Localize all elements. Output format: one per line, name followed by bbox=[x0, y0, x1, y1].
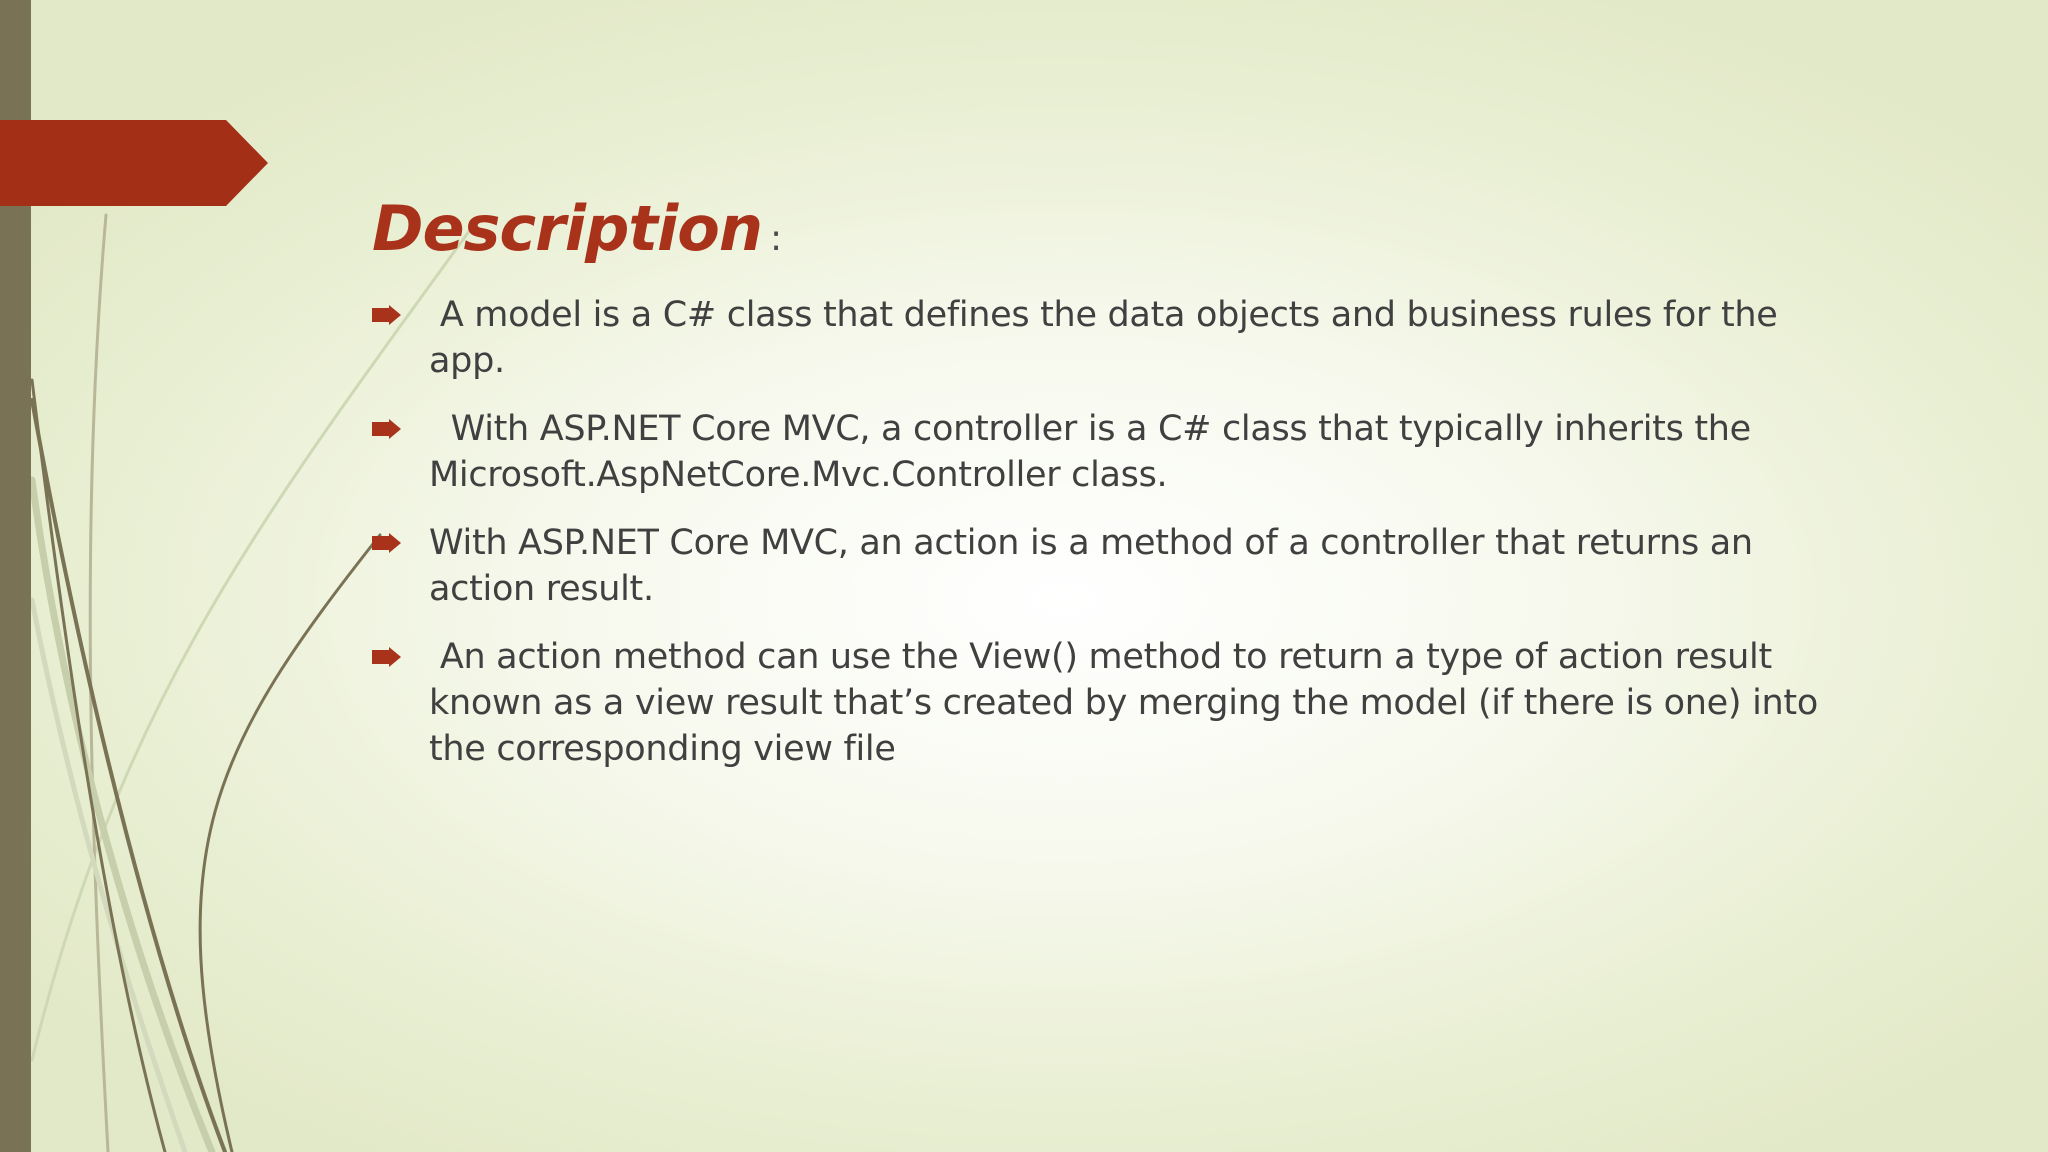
arrow-right-icon bbox=[372, 419, 401, 439]
title-colon: : bbox=[770, 218, 783, 259]
bullet-item bbox=[372, 292, 1852, 384]
arrow-right-icon bbox=[372, 533, 401, 553]
arrow-right-icon bbox=[372, 305, 401, 325]
bullet-item bbox=[372, 634, 1852, 772]
bullet-text: With ASP.NET Core MVC, an action is a method of a controller that returns an action result. bbox=[429, 523, 1764, 609]
title-row bbox=[372, 192, 782, 265]
title-flag-arrow bbox=[0, 120, 270, 206]
bullet-text: With ASP.NET Core MVC, a controller is a C# class that typically inherits the Microsoft.AspNetCore.Mvc.Controller class. bbox=[429, 409, 1762, 495]
arrow-right-icon bbox=[372, 647, 401, 667]
bullet-text: An action method can use the View() method to return a type of action result known as a view result that’s created by merging the model (if there is one) into the corresponding view file bbox=[429, 637, 1829, 769]
slide-title: Description bbox=[372, 192, 763, 265]
bullet-item bbox=[372, 406, 1852, 498]
bullet-text: A model is a C# class that defines the data objects and business rules for the app. bbox=[429, 295, 1789, 381]
bullet-item bbox=[372, 520, 1852, 612]
bullet-list bbox=[372, 292, 1852, 794]
